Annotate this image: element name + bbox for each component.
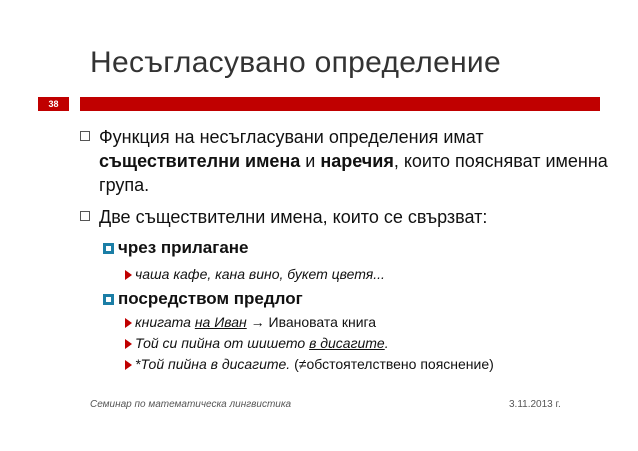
sub-heading-preposition: [103, 288, 303, 310]
square-bullet-icon: [103, 294, 114, 305]
right-arrow-icon: →: [246, 314, 269, 330]
square-bullet-icon: [103, 243, 114, 254]
sub-heading-apposition-label: чрез прилагане: [118, 238, 249, 257]
triangle-bullet-icon: [125, 339, 132, 349]
example-period: .: [384, 335, 389, 351]
example-text: чаша кафе, кана вино, букет цветя...: [135, 266, 385, 282]
bullet-1-part-3: и: [300, 151, 321, 171]
hollow-square-bullet-icon: [80, 131, 90, 141]
sub-2-item-2: [125, 333, 389, 353]
footer-seminar: Семинар по математическа лингвистика: [90, 399, 292, 410]
footer-date: 3.11.2013 г.: [509, 399, 561, 410]
example-underlined: в дисагите: [309, 335, 385, 351]
sub-heading-preposition-label: посредством предлог: [118, 289, 303, 308]
bullet-2-text: Две съществителни имена, които се свързват:: [99, 207, 488, 227]
bullet-1-part-1: Функция на несъгласувани определения имат: [99, 127, 484, 147]
triangle-bullet-icon: [125, 270, 132, 280]
triangle-bullet-icon: [125, 318, 132, 328]
slide-number: 38: [48, 99, 59, 109]
sub-1-item-1: [125, 264, 385, 284]
example-note: (≠обстоятелствено пояснение): [290, 356, 494, 372]
example-part-a: Той си пийна от шишето: [135, 335, 310, 351]
example-underlined: на Иван: [194, 314, 247, 330]
triangle-bullet-icon: [125, 360, 132, 370]
example-part-a: книгата: [135, 314, 195, 330]
hollow-square-bullet-icon: [80, 211, 90, 221]
slide-title: Несъгласувано определение: [90, 46, 501, 79]
bullet-1-bold-adverbs: наречия: [320, 151, 394, 171]
example-part-a: *Той пийна в дисагите.: [135, 356, 291, 372]
sub-2-item-3: [125, 354, 494, 374]
bullet-1-part-5: , които поясняват именна група.: [99, 151, 608, 195]
example-result: Ивановата книга: [268, 314, 377, 330]
bullet-1-text: [99, 125, 619, 197]
sub-heading-apposition: [103, 237, 249, 259]
sub-2-item-1: [125, 312, 376, 332]
bullet-1-bold-nouns: съществителни имена: [99, 151, 301, 171]
